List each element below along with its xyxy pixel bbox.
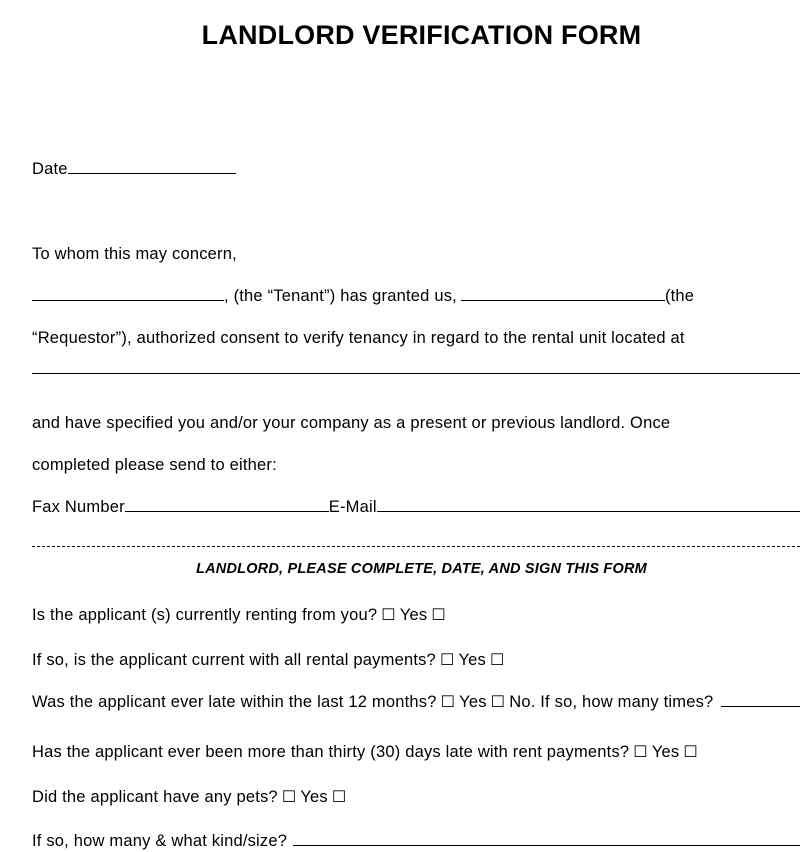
date-row — [32, 160, 236, 179]
question-text: Is the applicant (s) currently renting from you? — [32, 606, 378, 624]
yes-checkbox[interactable]: ☐ — [633, 744, 648, 761]
send-line: completed please send to either: — [32, 456, 277, 474]
yes-label: Yes — [459, 693, 487, 711]
requestor-line: “Requestor”), authorized consent to verify tenancy in regard to the rental unit located at — [32, 329, 685, 347]
question-row-3 — [32, 692, 800, 712]
form-title: LANDLORD VERIFICATION FORM — [201, 20, 642, 50]
question-row-5 — [32, 787, 350, 807]
yes-checkbox[interactable]: ☐ — [440, 694, 456, 711]
date-label: Date — [32, 160, 68, 178]
section-divider — [32, 546, 800, 547]
question-text: Did the applicant have any pets? — [32, 788, 278, 806]
address-row — [32, 372, 800, 374]
the-text: (the — [664, 287, 695, 305]
yes-label: Yes — [399, 606, 428, 624]
email-label: E-Mail — [328, 498, 377, 516]
section-heading: LANDLORD, PLEASE COMPLETE, DATE, AND SIGN THIS FORM — [196, 561, 647, 577]
question-row-6 — [32, 832, 800, 851]
yes-checkbox[interactable]: ☐ — [439, 652, 455, 669]
greeting: To whom this may concern, — [32, 245, 237, 263]
no-checkbox[interactable]: ☐ — [490, 652, 505, 669]
email-field[interactable] — [377, 510, 800, 512]
question-text: Has the applicant ever been more than thirty (30) days late with rent payments? — [32, 743, 630, 761]
specified-line: and have specified you and/or your company as a present or previous landlord. Once — [32, 414, 671, 432]
question-text: Was the applicant ever late within the last 12 months? — [32, 693, 437, 711]
tenant-name-field[interactable] — [32, 299, 224, 301]
question-row-2 — [32, 650, 509, 670]
yes-checkbox[interactable]: ☐ — [281, 789, 297, 806]
question-text: If so, is the applicant current with all rental payments? — [32, 651, 436, 669]
question-row-4 — [32, 742, 702, 762]
yes-label: Yes — [651, 743, 680, 761]
requestor-name-field[interactable] — [461, 299, 665, 301]
no-checkbox[interactable]: ☐ — [490, 694, 506, 711]
yes-label: Yes — [300, 788, 328, 806]
pets-details-field[interactable] — [293, 844, 800, 846]
tenant-text: , (the “Tenant”) has granted us, — [224, 287, 457, 305]
no-checkbox[interactable]: ☐ — [431, 607, 446, 624]
yes-checkbox[interactable]: ☐ — [381, 607, 396, 624]
follow-up-text: No. If so, how many times? — [509, 693, 714, 711]
question-row-1 — [32, 605, 450, 625]
tenant-row — [32, 287, 694, 306]
date-field[interactable] — [68, 172, 236, 174]
question-text: If so, how many & what kind/size? — [32, 832, 288, 850]
contact-row — [32, 498, 800, 517]
fax-label: Fax Number — [32, 498, 125, 516]
late-times-field[interactable] — [721, 705, 800, 707]
yes-label: Yes — [458, 651, 487, 669]
rental-address-field[interactable] — [32, 372, 800, 374]
no-checkbox[interactable]: ☐ — [683, 744, 698, 761]
fax-number-field[interactable] — [125, 510, 329, 512]
no-checkbox[interactable]: ☐ — [331, 789, 347, 806]
